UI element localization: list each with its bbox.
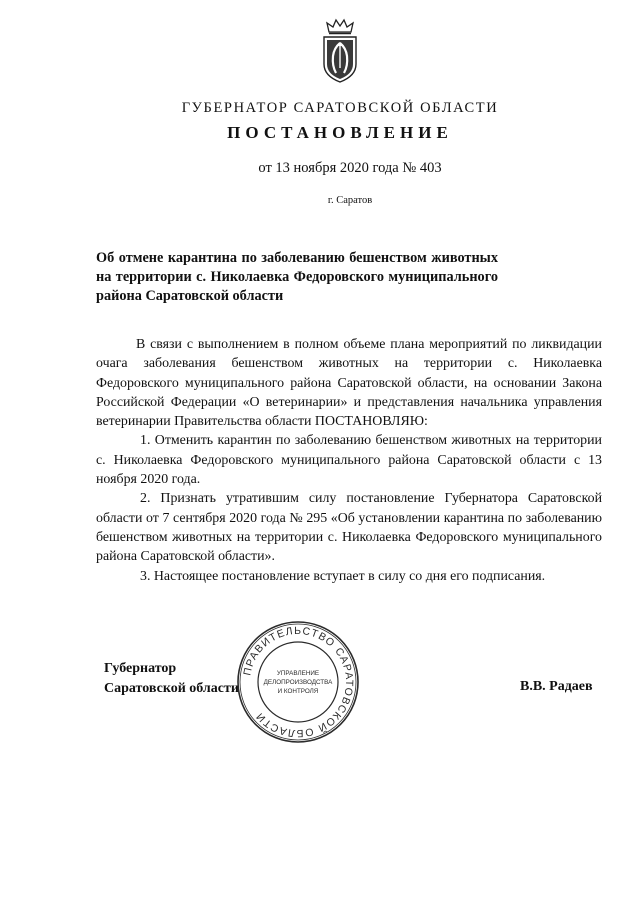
stamp-center-line-3: И КОНТРОЛЯ <box>277 688 319 695</box>
signatory-title-line-1: Губернатор <box>104 661 177 676</box>
stamp-center-line-1: УПРАВЛЕНИЕ <box>276 670 320 677</box>
official-stamp <box>236 620 360 744</box>
document-city: г. Саратов <box>327 195 373 206</box>
document-body <box>96 335 602 586</box>
preamble-paragraph: В связи с выполнением в полном объеме плана мероприятий по ликвидации очага заболевания бешенством животных на территории с. Николаевка Федоровского муниципального района Саратовской области, на основании Закона Российской Федерации «О ветеринарии» и представления начальника управления ветеринарии Правительства области ПОСТАНОВЛЯЮ: <box>96 337 602 430</box>
item-3-paragraph: 3. Настоящее постановление вступает в силу со дня его подписания. <box>140 568 546 584</box>
signatory-title-line-2: Саратовской области <box>104 681 239 696</box>
stamp-center-line-2: ДЕЛОПРОИЗВОДСТВА <box>263 679 333 686</box>
document-type: ПОСТАНОВЛЕНИЕ <box>227 123 453 142</box>
signatory-title <box>104 659 239 699</box>
document-date-number: от 13 ноября 2020 года № 403 <box>258 160 442 176</box>
signatory-name: В.В. Радаев <box>520 679 593 694</box>
stamp-ring-text: ПРАВИТЕЛЬСТВО САРАТОВСКОЙ ОБЛАСТИ <box>241 624 356 740</box>
item-1-paragraph: 1. Отменить карантин по заболеванию бешенством животных на территории с. Николаевка Федоровского муниципального района Саратовской области с 13 ноября 2020 года. <box>96 433 602 488</box>
issuer-heading: ГУБЕРНАТОР САРАТОВСКОЙ ОБЛАСТИ <box>181 100 499 116</box>
item-2-paragraph: 2. Признать утратившим силу постановление Губернатора Саратовской области от 7 сентября 2020 года № 295 «Об установлении карантина по заболеванию бешенством животных на территории с. Николаевка Федоровского муниципального района Саратовской области». <box>96 491 602 565</box>
coat-of-arms-icon <box>318 18 362 84</box>
document-subject: Об отмене карантина по заболеванию бешенством животных на территории с. Николаевка Федоровского муниципального района Саратовской области <box>96 250 498 304</box>
